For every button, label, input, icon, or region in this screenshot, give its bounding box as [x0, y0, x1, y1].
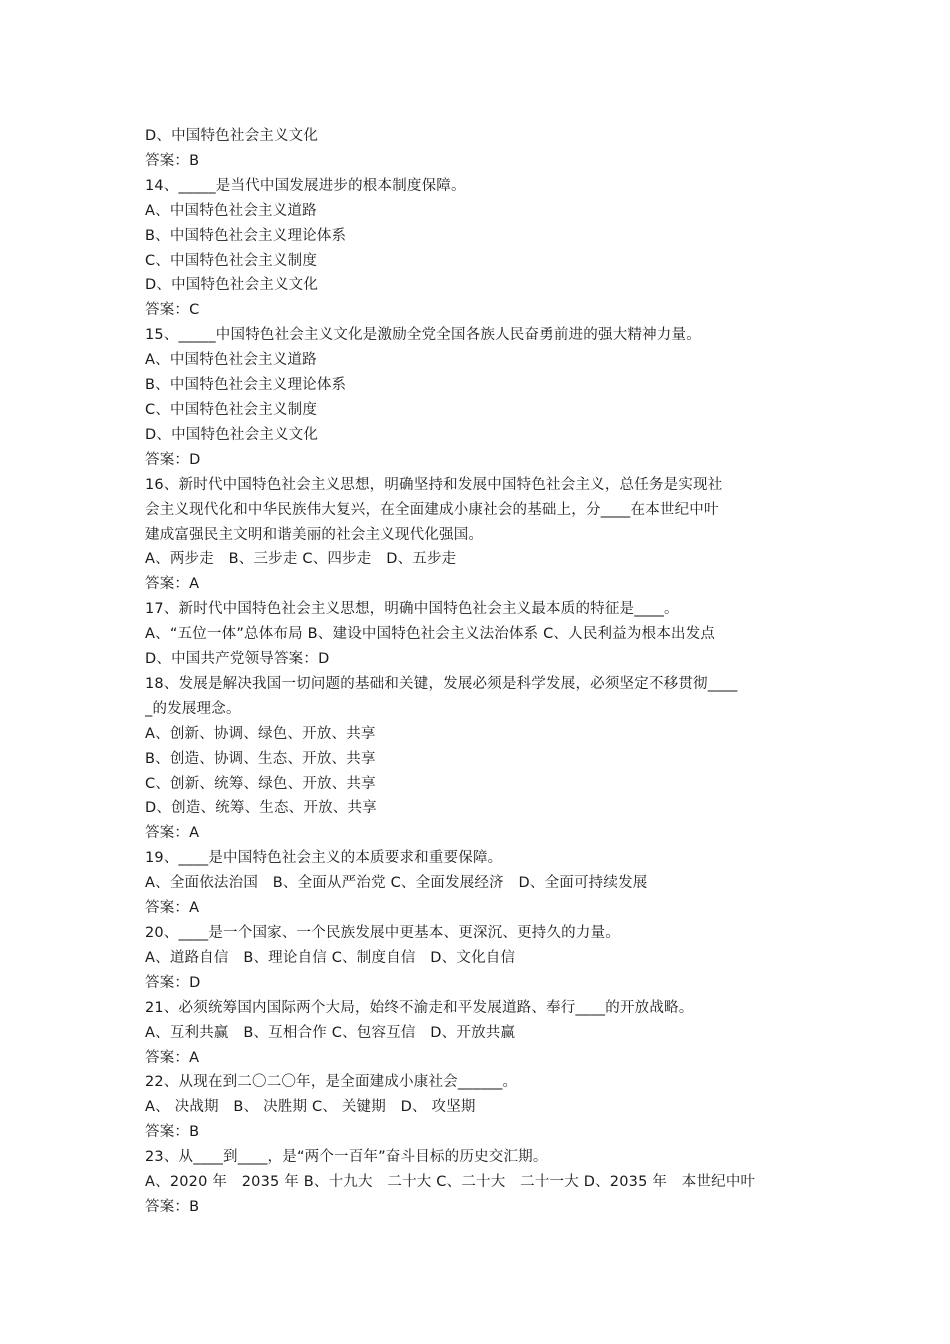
answer-line: 答案：B: [145, 1198, 200, 1215]
question-line: 18、发展是解决我国一切问题的基础和关键，发展必须是科学发展，必须坚定不移贯彻____: [145, 675, 738, 692]
option-line: D、创造、统筹、生态、开放、共享: [145, 800, 377, 817]
question-line: 23、从____到____，是“两个一百年”奋斗目标的历史交汇期。: [145, 1149, 548, 1166]
option-line: D、中国特色社会主义文化: [145, 426, 319, 443]
question-line: 19、____是中国特色社会主义的本质要求和重要保障。: [145, 850, 503, 867]
question-line: 17、新时代中国特色社会主义思想，明确中国特色社会主义最本质的特征是____。: [145, 601, 679, 618]
option-line: A、全面依法治国 B、全面从严治党 C、全面发展经济 D、全面可持续发展: [145, 875, 648, 892]
answer-line: 答案：B: [145, 1124, 200, 1141]
question-line: 会主义现代化和中华民族伟大复兴，在全面建成小康社会的基础上，分____在本世纪中叶: [145, 501, 719, 518]
text-line: D、中国特色社会主义文化: [145, 128, 319, 144]
option-line: A、两步走 B、三步走 C、四步走 D、五步走: [145, 551, 457, 568]
option-line: A、互利共赢 B、互相合作 C、包容互信 D、开放共赢: [145, 1024, 516, 1041]
answer-line: 答案：A: [145, 900, 200, 917]
answer-line: 答案：D: [145, 451, 201, 468]
option-line: B、创造、协调、生态、开放、共享: [145, 750, 376, 767]
question-line: 14、_____是当代中国发展进步的根本制度保障。: [145, 177, 466, 194]
answer-line: 答案：B: [145, 152, 200, 169]
question-line: 建成富强民主文明和谐美丽的社会主义现代化强国。: [145, 526, 484, 543]
document-page: [145, 124, 825, 1220]
option-line: C、创新、统筹、绿色、开放、共享: [145, 775, 376, 792]
question-line: _的发展理念。: [145, 700, 241, 717]
question-line: 22、从现在到二〇二〇年，是全面建成小康社会______。: [145, 1074, 518, 1091]
question-line: 20、____是一个国家、一个民族发展中更基本、更深沉、更持久的力量。: [145, 925, 620, 941]
answer-line: 答案：A: [145, 576, 200, 593]
question-line: 21、必须统筹国内国际两个大局，始终不渝走和平发展道路、奉行____的开放战略。: [145, 999, 694, 1016]
option-line: C、中国特色社会主义制度: [145, 252, 318, 269]
option-line: A、中国特色社会主义道路: [145, 202, 317, 219]
answer-line: 答案：A: [145, 1049, 200, 1066]
option-line: C、中国特色社会主义制度: [145, 401, 318, 418]
question-line: 16、新时代中国特色社会主义思想，明确坚持和发展中国特色社会主义，总任务是实现社: [145, 476, 723, 493]
option-line: D、中国共产党领导答案：D: [145, 651, 330, 668]
option-line: A、创新、协调、绿色、开放、共享: [145, 725, 376, 742]
option-line: B、中国特色社会主义理论体系: [145, 227, 347, 244]
answer-line: 答案：A: [145, 825, 200, 842]
option-line: A、“五位一体”总体布局 B、建设中国特色社会主义法治体系 C、人民利益为根本出发点: [145, 626, 716, 643]
answer-line: 答案：D: [145, 974, 201, 991]
option-line: A、道路自信 B、理论自信 C、制度自信 D、文化自信: [145, 949, 516, 966]
option-line: D、中国特色社会主义文化: [145, 277, 319, 294]
option-line: B、中国特色社会主义理论体系: [145, 377, 347, 394]
option-line: A、 决战期 B、 决胜期 C、 关键期 D、 攻坚期: [145, 1099, 476, 1116]
option-line: A、中国特色社会主义道路: [145, 352, 317, 369]
question-line: 15、_____中国特色社会主义文化是激励全党全国各族人民奋勇前进的强大精神力量。: [145, 327, 701, 344]
answer-line: 答案：C: [145, 302, 200, 319]
option-line: A、2020 年 2035 年 B、十九大 二十大 C、二十大 二十一大 D、2035 年 本世纪中叶: [145, 1174, 756, 1191]
